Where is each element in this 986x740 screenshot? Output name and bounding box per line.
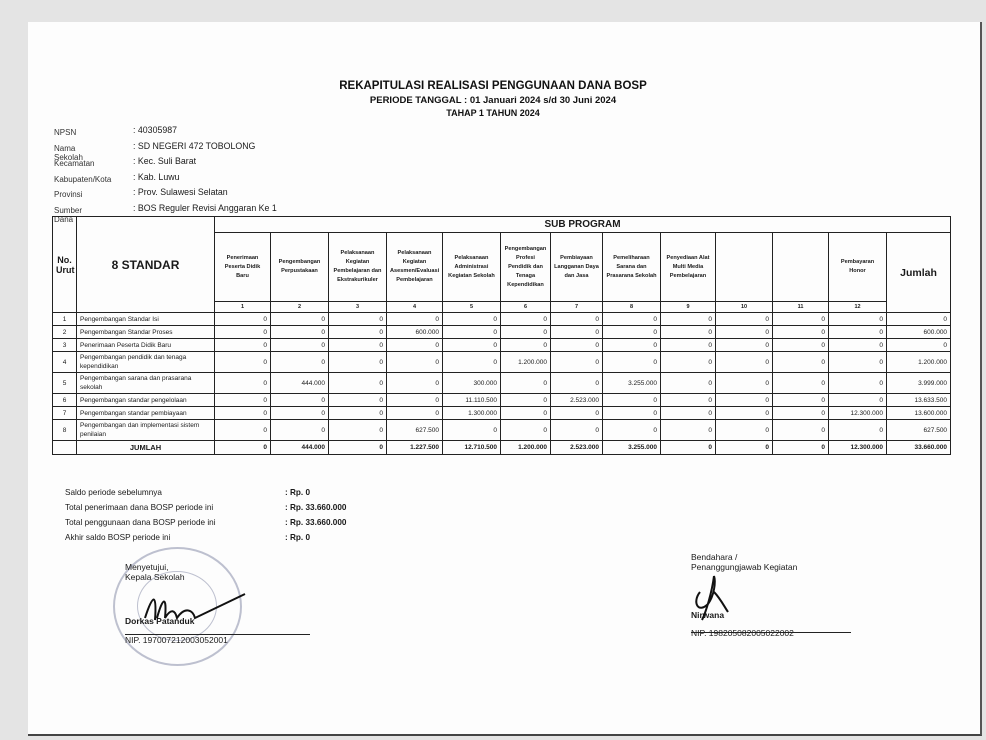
row-value: 0 [716,313,773,326]
row-value: 0 [329,420,387,441]
row-value: 0 [215,339,271,352]
row-value: 0 [215,313,271,326]
treasurer-name: Nirwana [691,610,725,620]
row-value: 0 [329,407,387,420]
header-col-3: Pelaksanaan Kegiatan Pembelajaran dan Ekstrakurikuler [329,233,387,302]
header-sub-program: SUB PROGRAM [215,217,951,233]
row-value: 0 [603,326,661,339]
total-value: 0 [215,441,271,455]
header-col-4: Pelaksanaan Kegiatan Asesmen/Evaluasi Pembelajaran [387,233,443,302]
row-value: 0 [661,352,716,373]
row-value: 0 [551,339,603,352]
row-value: 0 [329,339,387,352]
row-value: 0 [716,420,773,441]
row-value: 0 [501,313,551,326]
principal-name: Dorkas Patanduk [125,616,195,626]
approval-label: Menyetujui, [125,562,169,572]
total-value: 2.523.000 [551,441,603,455]
row-standard-name: Pengembangan standar pembiayaan [77,407,215,420]
row-jumlah: 13.633.500 [887,394,951,407]
row-value: 0 [773,352,829,373]
treasurer-signature-icon [688,572,748,622]
table-body [53,313,951,441]
row-no: 1 [53,313,77,326]
signature-line-left [125,634,310,635]
row-standard-name: Penerimaan Peserta Didik Baru [77,339,215,352]
row-jumlah: 1.200.000 [887,352,951,373]
treasurer-nip: NIP. 198205082005022002 [691,628,794,638]
row-value: 600.000 [387,326,443,339]
header-num-3: 3 [329,302,387,313]
row-jumlah: 627.500 [887,420,951,441]
row-value: 0 [271,394,329,407]
table-row [53,394,951,407]
header-col-11 [773,233,829,302]
row-value: 0 [716,326,773,339]
row-value: 0 [387,313,443,326]
header-col-6: Pengembangan Profesi Pendidik dan Tenaga Kependidikan [501,233,551,302]
row-value: 0 [716,394,773,407]
row-standard-name: Pengembangan standar pengelolaan [77,394,215,407]
header-num-8: 8 [603,302,661,313]
header-num-11: 11 [773,302,829,313]
row-standard-name: Pengembangan Standar Isi [77,313,215,326]
treasurer-label: Bendahara / [691,552,738,562]
row-value: 0 [329,326,387,339]
row-value: 0 [329,313,387,326]
header-col-7: Pembiayaan Langganan Daya dan Jasa [551,233,603,302]
header-num-6: 6 [501,302,551,313]
table-row [53,339,951,352]
row-value: 0 [603,420,661,441]
row-value: 0 [501,339,551,352]
row-value: 0 [215,352,271,373]
row-value: 0 [551,326,603,339]
row-value: 0 [271,352,329,373]
row-value: 0 [603,394,661,407]
row-value: 0 [551,313,603,326]
header-col-1: Penerimaan Peserta Didik Baru [215,233,271,302]
row-value: 0 [387,339,443,352]
row-value: 0 [661,394,716,407]
principal-title: Kepala Sekolah [125,572,185,582]
row-value: 0 [387,407,443,420]
row-value: 0 [829,339,887,352]
total-label: JUMLAH [77,441,215,455]
row-value: 2.523.000 [551,394,603,407]
total-value: 0 [716,441,773,455]
row-value: 0 [271,313,329,326]
row-value: 0 [773,407,829,420]
row-value: 0 [551,352,603,373]
row-standard-name: Pengembangan dan implementasi sistem penilaian [77,420,215,441]
header-col-2: Pengembangan Perpustakaan [271,233,329,302]
row-value: 0 [443,313,501,326]
row-value: 0 [551,407,603,420]
row-value: 0 [716,352,773,373]
row-value: 0 [215,373,271,394]
header-col-9: Penyediaan Alat Multi Media Pembelajaran [661,233,716,302]
row-value: 0 [443,420,501,441]
row-value: 11.110.500 [443,394,501,407]
row-value: 0 [603,352,661,373]
header-num-4: 4 [387,302,443,313]
row-value: 0 [215,326,271,339]
row-value: 0 [773,373,829,394]
header-num-9: 9 [661,302,716,313]
row-value: 0 [829,313,887,326]
header-num-7: 7 [551,302,603,313]
row-value: 12.300.000 [829,407,887,420]
row-value: 0 [829,326,887,339]
row-value: 3.255.000 [603,373,661,394]
header-8-standar: 8 STANDAR [77,217,215,313]
table-row [53,407,951,420]
row-no: 3 [53,339,77,352]
row-jumlah: 0 [887,313,951,326]
treasurer-title: Penanggungjawab Kegiatan [691,562,798,572]
row-value: 0 [661,326,716,339]
header-num-5: 5 [443,302,501,313]
row-value: 0 [773,313,829,326]
row-value: 0 [329,352,387,373]
row-value: 0 [329,373,387,394]
row-value: 0 [661,313,716,326]
total-value: 12.300.000 [829,441,887,455]
total-value: 0 [773,441,829,455]
row-value: 0 [271,420,329,441]
row-value: 0 [443,352,501,373]
document-period: PERIODE TANGGAL : 01 Januari 2024 s/d 30 Juni 2024 [369,95,617,106]
total-value: 444.000 [271,441,329,455]
row-value: 0 [551,420,603,441]
row-value: 0 [271,326,329,339]
table-row [53,373,951,394]
document-title: REKAPITULASI REALISASI PENGGUNAAN DANA BOSP [339,80,647,92]
recap-table [52,216,951,455]
header-col-12: Pembayaran Honor [829,233,887,302]
row-standard-name: Pengembangan pendidik dan tenaga kependidikan [77,352,215,373]
row-value: 0 [661,420,716,441]
total-row [53,441,951,455]
row-value: 0 [215,407,271,420]
row-value: 0 [773,420,829,441]
row-value: 0 [501,394,551,407]
header-jumlah: Jumlah [887,233,951,313]
row-value: 0 [215,394,271,407]
row-value: 0 [271,407,329,420]
row-no: 2 [53,326,77,339]
table-row [53,326,951,339]
row-value: 0 [501,326,551,339]
row-value: 0 [387,373,443,394]
total-value: 0 [329,441,387,455]
row-value: 0 [443,339,501,352]
row-value: 0 [551,373,603,394]
row-value: 0 [501,420,551,441]
row-value: 0 [501,407,551,420]
row-no: 5 [53,373,77,394]
row-value: 0 [773,339,829,352]
row-jumlah: 0 [887,339,951,352]
table-row [53,352,951,373]
row-value: 0 [829,420,887,441]
total-jumlah: 33.660.000 [887,441,951,455]
row-value: 0 [716,373,773,394]
header-no-urut: No. Urut [53,217,77,313]
document-stage: TAHAP 1 TAHUN 2024 [446,108,540,118]
principal-nip: NIP. 197007212003052001 [125,635,228,645]
row-jumlah: 600.000 [887,326,951,339]
row-jumlah: 3.999.000 [887,373,951,394]
total-value: 3.255.000 [603,441,661,455]
header-num-10: 10 [716,302,773,313]
table-row [53,420,951,441]
row-value: 0 [829,394,887,407]
total-value: 0 [661,441,716,455]
header-col-8: Pemeliharaan Sarana dan Prasarana Sekolah [603,233,661,302]
header-col-5: Pelaksanaan Administrasi Kegiatan Sekolah [443,233,501,302]
header-col-10 [716,233,773,302]
row-value: 0 [215,420,271,441]
table-row [53,313,951,326]
row-standard-name: Pengembangan Standar Proses [77,326,215,339]
row-value: 0 [773,394,829,407]
row-value: 0 [661,373,716,394]
row-no: 6 [53,394,77,407]
row-no: 4 [53,352,77,373]
row-value: 0 [387,352,443,373]
row-no: 7 [53,407,77,420]
total-value: 1.200.000 [501,441,551,455]
row-value: 444.000 [271,373,329,394]
row-standard-name: Pengembangan sarana dan prasarana sekolah [77,373,215,394]
header-num-12: 12 [829,302,887,313]
row-value: 0 [271,339,329,352]
header-num-1: 1 [215,302,271,313]
principal-signature-icon [135,588,255,628]
total-no [53,441,77,455]
row-value: 0 [443,326,501,339]
row-value: 0 [603,407,661,420]
row-value: 1.200.000 [501,352,551,373]
row-value: 0 [661,339,716,352]
row-value: 0 [329,394,387,407]
row-value: 300.000 [443,373,501,394]
row-value: 0 [387,394,443,407]
row-value: 0 [773,326,829,339]
row-value: 0 [603,313,661,326]
row-value: 1.300.000 [443,407,501,420]
row-value: 0 [829,352,887,373]
header-num-2: 2 [271,302,329,313]
row-value: 0 [716,339,773,352]
row-value: 0 [603,339,661,352]
signature-line-right [691,632,851,633]
total-value: 1.227.500 [387,441,443,455]
row-value: 0 [501,373,551,394]
row-value: 627.500 [387,420,443,441]
row-value: 0 [829,373,887,394]
row-value: 0 [661,407,716,420]
total-value: 12.710.500 [443,441,501,455]
row-no: 8 [53,420,77,441]
row-value: 0 [716,407,773,420]
row-jumlah: 13.600.000 [887,407,951,420]
